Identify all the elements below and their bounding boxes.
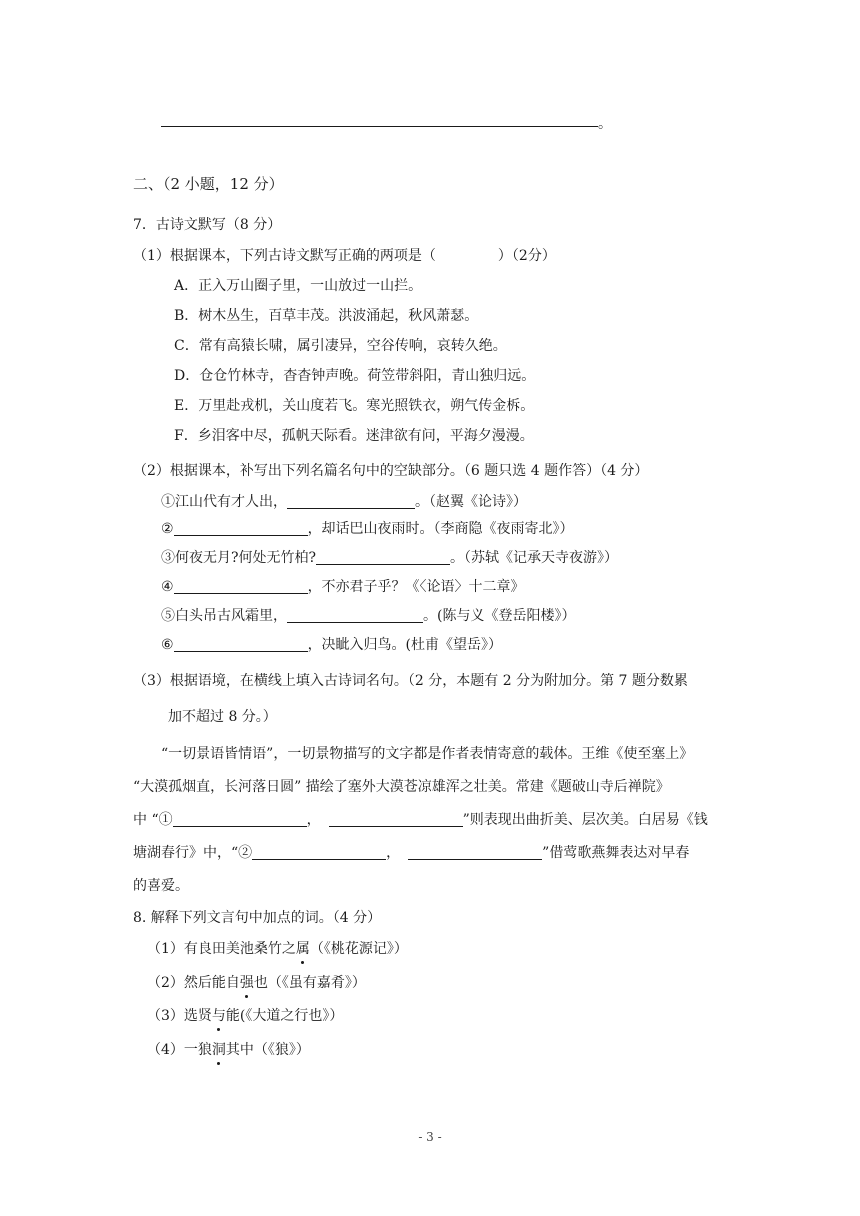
section-heading: 二、（2 小题，12 分）	[133, 175, 284, 193]
q8-item-3	[147, 1006, 343, 1026]
q8-item-text: （3）选贤	[147, 1008, 212, 1024]
context-paragraph-line5: 的喜爱。	[133, 878, 189, 894]
fill-blank[interactable]	[252, 845, 386, 860]
fill-item-1	[161, 492, 527, 512]
fill-blank[interactable]	[329, 812, 463, 827]
q8-item-source: 也（《虽有嘉肴》）	[253, 975, 366, 991]
line3-c: ”则表现出曲折美、层次美。白居易《钱	[462, 812, 708, 828]
line4-c: ”借莺歌燕舞表达对早春	[542, 845, 690, 861]
q8-item-source: 其中（《狼》）	[225, 1042, 310, 1058]
fill-blank[interactable]	[316, 550, 450, 565]
option-a: A．正入万山圈子里，一山放过一山拦。	[174, 278, 423, 294]
q7-part1-prompt-b: ）（2分）	[497, 248, 556, 264]
option-f: F．乡泪客中尽，孤帆天际看。迷津欲有问，平海夕漫漫。	[174, 428, 534, 444]
q7-part3-prompt-line1: （3）根据语境，在横线上填入古诗词名句。（2 分，本题有 2 分为附加分。第 7 题分数累	[133, 673, 688, 689]
q8-item-4	[147, 1040, 310, 1060]
fill-blank[interactable]	[174, 579, 308, 594]
fill-blank[interactable]	[287, 494, 415, 509]
fill-item-post: ，却话巴山夜雨时。（李商隐《夜雨寄北》）	[307, 521, 574, 537]
option-b: B．树木丛生，百草丰茂。洪波涌起，秋风萧瑟。	[174, 308, 479, 324]
fill-item-post: 。(陈与义《登岳阳楼》）	[423, 608, 576, 624]
q8-item-source: （《桃花源记》）	[309, 941, 408, 957]
answer-line-end: 。	[598, 116, 612, 132]
q7-part3-prompt-line2: 加不超过 8 分。）	[168, 709, 277, 725]
fill-blank[interactable]	[287, 608, 423, 623]
q8-item-text: （4）一狼	[147, 1042, 212, 1058]
fill-item-5	[161, 606, 575, 626]
option-d: D．仓仓竹林寺，杳杳钟声晚。荷笠带斜阳，青山独归远。	[174, 368, 536, 384]
context-paragraph-line4	[133, 843, 689, 863]
dotted-word: 与	[211, 1008, 226, 1024]
context-paragraph-line2: “大漠孤烟直，长河落日圆” 描绘了塞外大漠苍凉雄浑之壮美。常建《题破山寺后禅院》	[133, 779, 670, 795]
line3-a: 中 “①	[133, 812, 173, 828]
page-number: - 3 -	[418, 1130, 442, 1144]
fill-item-post: 。（苏轼《记承天寺夜游》）	[450, 550, 619, 566]
fill-item-2	[161, 519, 574, 539]
fill-item-post: ，决眦入归鸟。(杜甫《望岳》）	[307, 637, 503, 653]
fill-item-post: ，不亦君子乎？《〈论语〉十二章》	[307, 579, 525, 595]
context-paragraph-line1: “一切景语皆情语”，一切景物描写的文字都是作者表情寄意的载体。王维《使至塞上》	[161, 746, 694, 762]
answer-line	[161, 126, 598, 127]
fill-item-pre: ③何夜无月?何处无竹柏?	[161, 550, 317, 566]
fill-item-post: 。（赵翼《论诗》）	[415, 494, 527, 510]
fill-item-pre: ⑤白头吊古风霜里，	[161, 608, 287, 624]
line4-a: 塘湖春行》中，“②	[133, 845, 253, 861]
line3-b: ，	[306, 812, 321, 828]
fill-item-pre: ①江山代有才人出，	[161, 494, 287, 510]
option-e: E．万里赴戎机，关山度若飞。寒光照铁衣，朔气传金柝。	[174, 398, 535, 414]
fill-item-pre: ②	[161, 521, 174, 537]
fill-item-4	[161, 577, 525, 597]
fill-blank[interactable]	[174, 521, 308, 536]
fill-item-6	[161, 635, 502, 655]
q7-part1-prompt-a: （1）根据课本，下列古诗文默写正确的两项是（	[133, 248, 436, 264]
fill-item-3	[161, 548, 618, 568]
q8-item-text: （2）然后能自	[147, 975, 240, 991]
dotted-word: 属	[295, 941, 310, 957]
fill-item-pre: ⑥	[161, 637, 174, 653]
dotted-word: 强	[239, 975, 254, 991]
q8-item-source: 能(《大道之行也》）	[225, 1008, 344, 1024]
q8-item-2	[147, 973, 366, 993]
q8-title: 8. 解释下列文言句中加点的词。（4 分）	[133, 910, 382, 926]
fill-blank[interactable]	[174, 637, 308, 652]
dotted-word: 洞	[211, 1042, 226, 1058]
context-paragraph-line3	[133, 810, 708, 830]
q7-title: 7．古诗文默写（8 分）	[133, 217, 282, 233]
q7-part1-prompt	[133, 246, 556, 266]
q8-item-1	[147, 939, 408, 959]
q8-item-text: （1）有良田美池桑竹之	[147, 941, 296, 957]
fill-blank[interactable]	[408, 845, 542, 860]
q7-part2-prompt: （2）根据课本，补写出下列名篇名句中的空缺部分。（6 题只选 4 题作答）（4 分）	[133, 463, 649, 479]
option-c: C．常有高猿长啸，属引凄异，空谷传响，哀转久绝。	[174, 338, 507, 354]
fill-item-pre: ④	[161, 579, 174, 595]
fill-blank[interactable]	[173, 812, 307, 827]
line4-b: ，	[386, 845, 401, 861]
